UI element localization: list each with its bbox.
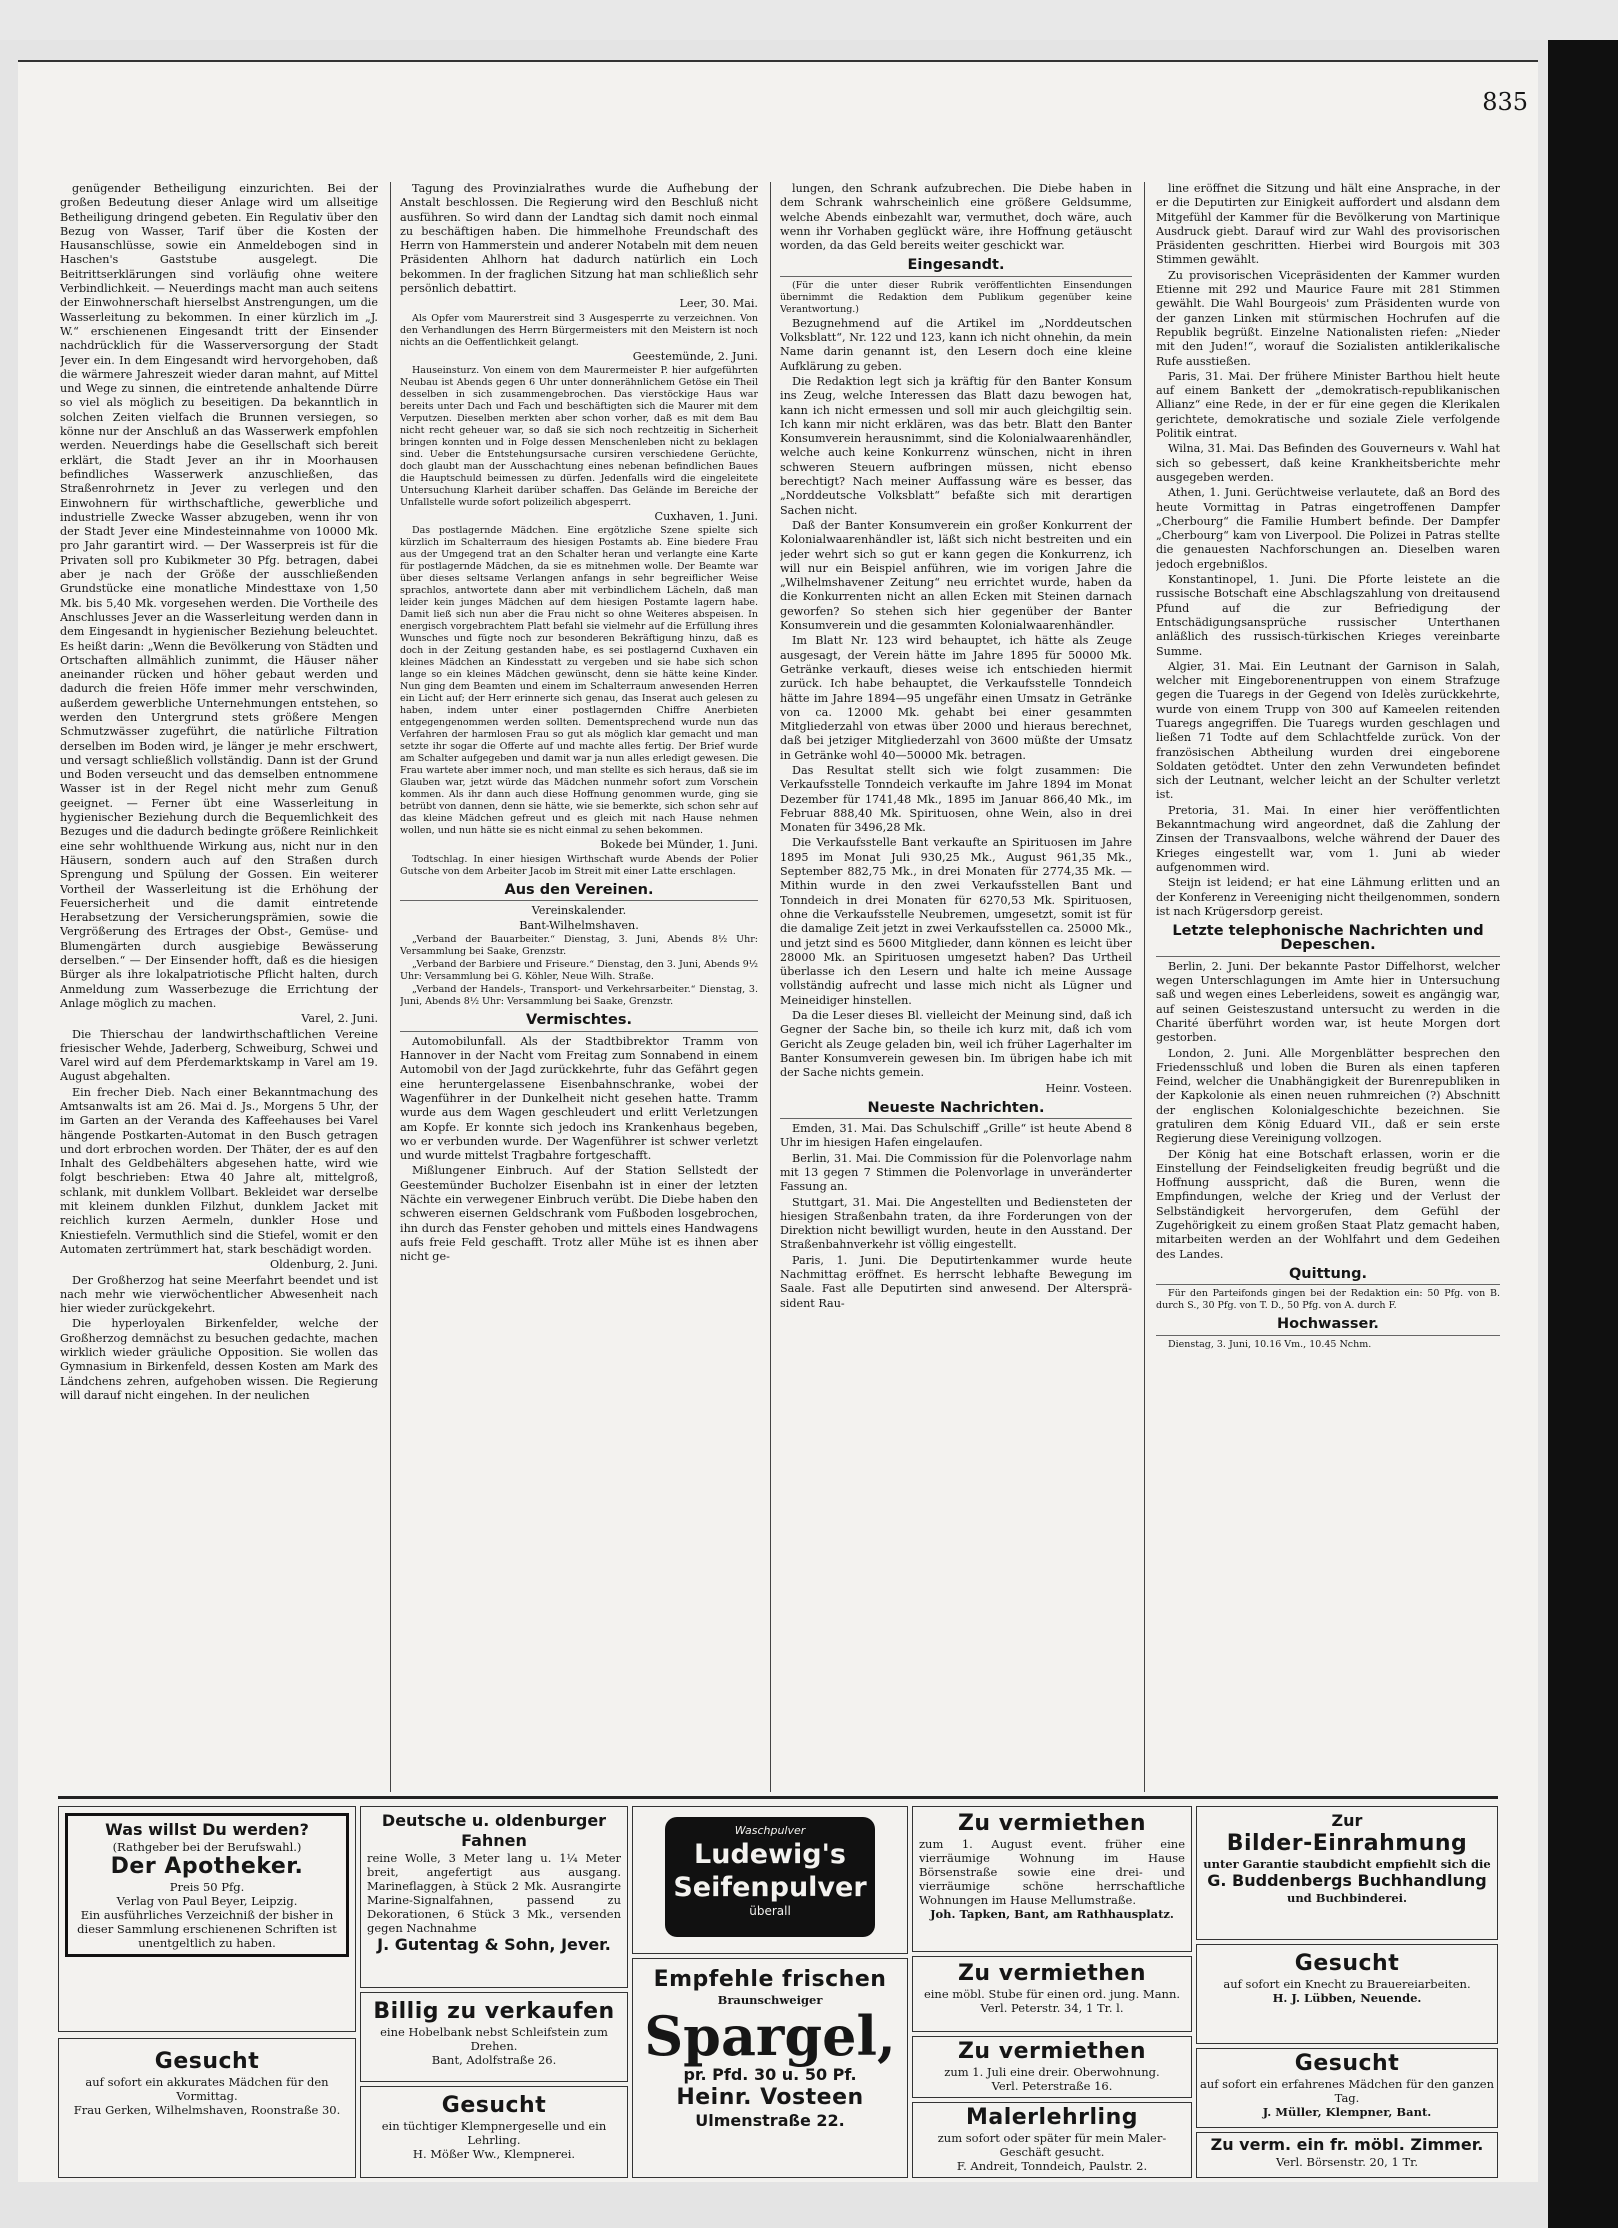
ad-signature: Joh. Tapken, Bant, am Rathhausplatz. xyxy=(930,1907,1174,1921)
section-heading: Aus den Vereinen. xyxy=(400,883,758,901)
event-listing: „Verband der Bauarbeiter.“ Dienstag, 3. Juni, Abends 8½ Uhr: Versammlung bei Saake, Grenzstr. xyxy=(400,934,758,958)
news-item: Stuttgart, 31. Mai. Die Angestellten und Bediensteten der hiesigen Straßenbahn traten, da ihre Forderungen von der Direktion nicht bewilligt wurden, heute in den Ausstand. Der Straßenbahnverkehr ist völlig eingestellt. xyxy=(780,1195,1132,1252)
ad-title: Zu vermiethen xyxy=(957,1811,1147,1836)
logo-product: Seifenpulver xyxy=(673,1872,867,1903)
ad-signature: Frau Gerken, Wilhelmshaven, Roonstraße 30. xyxy=(73,2103,341,2117)
dateline: Leer, 30. Mai. xyxy=(679,297,758,311)
ad-line: Braunschweiger xyxy=(717,1993,823,2007)
ad-firm: Heinr. Vosteen xyxy=(676,2085,864,2110)
ad-malerlehrling xyxy=(912,2102,1192,2178)
scan-dark-edge xyxy=(1548,40,1618,2228)
news-item: Paris, 31. Mai. Der frühere Minister Barthou hielt heute auf einem Bankett der „demokratisch-republikanischen Allianz“ eine Rede, in der er für eine gegen die Klerikalen gerichtete, demokratische und soziale Ziele verfolgende Politik eintrat. xyxy=(1156,369,1500,441)
ad-text: auf sofort ein erfahrenes Mädchen für den ganzen Tag. xyxy=(1199,2077,1495,2105)
news-item: Athen, 1. Juni. Gerüchtweise verlautete, daß an Bord des heute Vormittag in Patras eingetroffenen Dampfer „Cherbourg“ die Familie Humbert befinde. Der Dampfer „Cherbourg“ kam von Liverpool. Die Polizei in Patras stellte die genauesten Nachforschungen an. Dieselben waren jedoch ergebnißlos. xyxy=(1156,486,1500,571)
ad-signature: H. J. Lübben, Neuende. xyxy=(1272,1991,1422,2005)
ad-title: Zu verm. ein fr. möbl. Zimmer. xyxy=(1210,2135,1484,2154)
seifenpulver-logo xyxy=(665,1817,875,1937)
article-text: Die hyperloyalen Birkenfelder, welche der Großherzog demnächst zu besuchen gedachte, machen wirklich wieder gräuliche Opposition. Sie wollen das Gymnasium in Birkenfeld, dessen Kosten am Mark des Ländchens zehren, aufgehoben wissen. Die Regierung will darauf nicht eingehen. In der neulichen xyxy=(60,1317,378,1402)
ad-product: Spargel, xyxy=(644,2004,896,2068)
receipt-text: Für den Parteifonds gingen bei der Redaktion ein: 50 Pfg. von B. durch S., 30 Pfg. von T. D., 50 Pfg. von A. durch F. xyxy=(1156,1288,1500,1312)
ad-firm: J. Gutentag & Sohn, Jever. xyxy=(377,1935,611,1954)
ad-title: Malerlehrling xyxy=(965,2105,1138,2130)
article-text: Der Großherzog hat seine Meerfahrt beendet und ist nach mehr wie vierwöchentlicher Abwesenheit nach hier wieder zurückgekehrt. xyxy=(60,1273,378,1316)
news-item: Emden, 31. Mai. Das Schulschiff „Grille“ ist heute Abend 8 Uhr im hiesigen Hafen eingelaufen. xyxy=(780,1122,1132,1150)
signature: Heinr. Vosteen. xyxy=(1045,1081,1132,1095)
section-heading: Quittung. xyxy=(1156,1267,1500,1285)
ad-gesucht-maedchen xyxy=(58,2038,356,2178)
article-text: Todtschlag. In einer hiesigen Wirthschaft wurde Abends der Polier Gutsche von dem Arbeiter Jacob im Streit mit einer Latte erschlagen. xyxy=(400,853,758,877)
ad-line: Empfehle frischen xyxy=(653,1967,887,1992)
page-number: 835 xyxy=(1482,88,1528,116)
ad-address: Bant, Adolfstraße 26. xyxy=(431,2053,557,2067)
ad-text: auf sofort ein akkurates Mädchen für den Vormittag. xyxy=(85,2075,329,2103)
disclaimer: (Für die unter dieser Rubrik veröffentlichten Einsendungen übernimmt die Redaktion dem Publikum gegenüber keine Verantwortung.) xyxy=(780,279,1132,315)
ad-firm-2: und Buchbinderei. xyxy=(1286,1891,1408,1905)
article-text: Tagung des Provinzialrathes wurde die Aufhebung der Anstalt beschlossen. Die Regierung wird den Beschluß nicht ausführen. So wird dann der Landtag sich damit noch einmal zu beschäftigen haben. Die himmelhohe Freundschaft des Herrn von Hammerstein und anderer Notabeln mit dem neuen Präsidenten Ahlhorn hat dadurch natürlich ein Loch bekommen. In der fraglichen Sitzung hat man schließlich sehr persönlich debattirt. xyxy=(400,182,758,296)
ad-signature: J. Müller, Klempner, Bant. xyxy=(1262,2105,1432,2119)
ad-vermieten-3 xyxy=(912,2036,1192,2098)
article-text: Daß der Banter Konsumverein ein großer Konkurrent der Kolonialwaarenhändler ist, läßt sich nicht bestreiten und ein jeder wehrt sich so gut er kann gegen die Konkurrenz, ich will nur ein Beispiel anführen, wie im vorigen Jahre die „Wilhelmshavener Zeitung“ neu errichtet wurde, haben da die Konkurrenten nicht an allen Ecken mit Steinen darnach geworfen? So stehen sich hier gegenüber der Banter Konsumverein und die gesammten Kolonialwaarenhändler. xyxy=(780,518,1132,633)
logo-brand: Ludewig's xyxy=(694,1839,846,1870)
column-4 xyxy=(1156,182,1500,1796)
ad-title: Was willst Du werden? xyxy=(105,1820,309,1839)
ad-publisher: Verlag von Paul Beyer, Leipzig. xyxy=(116,1894,298,1908)
news-item: Der König hat eine Botschaft erlassen, worin er die Einstellung der Feindseligkeiten freudig begrüßt und die Hoffnung ausspricht, daß die Buren, wenn die Empfindungen, welche der Krieg und der Verlust der Selbständigkeit hervorgerufen, dem Gefühl der Zugehörigkeit zu einem großen Staat Platz gemacht haben, mitarbeiten werden an der Wohlfahrt und dem Gedeihen des Landes. xyxy=(1156,1147,1500,1261)
ad-title: Zu vermiethen xyxy=(957,2039,1147,2064)
ad-text: zum sofort oder später für mein Maler-Geschäft gesucht. xyxy=(937,2131,1167,2159)
article-text: Im Blatt Nr. 123 wird behauptet, ich hätte als Zeuge ausgesagt, der Verein hätte im Jahre 1895 für 50000 Mk. Getränke verkauft, dieses weise ich entschieden hiermit zurück. Ich habe behauptet, die Verkaufsstelle Tonndeich hätte im Jahre 1894—95 ungefähr einen Umsatz in Getränke von ca. 12000 Mk. gehabt bei einer gesammten Mitgliederzahl von etwas über 2000 und hieraus berechnet, daß bei jetziger Mitgliederzahl von 3600 müßte der Umsatz in Getränke wohl 40—50000 Mk. betragen. xyxy=(780,634,1132,762)
column-3 xyxy=(780,182,1132,1796)
scan-top-margin xyxy=(0,0,1618,40)
ad-price: Preis 50 Pfg. xyxy=(169,1880,245,1894)
column-rule xyxy=(770,182,771,1792)
ad-text: ein tüchtiger Klempnergeselle und ein Lehrling. xyxy=(381,2119,607,2147)
ad-vermieten-2 xyxy=(912,1956,1192,2032)
article-text: Das postlagernde Mädchen. Eine ergötzliche Szene spielte sich kürzlich im Schalterraum des hiesigen Postamts ab. Eine biedere Frau aus der Umgegend trat an den Schalter heran und verlangte eine Karte für postlagernde Mädchen, da sie es mitnehmen wolle. Der Beamte war über dieses seltsame Verlangen anfangs in sehr begreiflicher Weise sprachlos, antwortete dann aber mit verbindlichem Lächeln, daß man leider kein junges Mädchen auf dem hiesigen Postamte lagern habe. Damit ließ sich nun aber die Frau nicht so ohne Weiteres abspeisen. In energisch vorgebrachtem Platt befahl sie vielmehr auf die Erfüllung ihres Wunsches und fügte noch zur besonderen Bekräftigung hinzu, daß es doch in der Zeitung gestanden habe, es sei postlagernd Cuxhaven ein kleines Mädchen an Kindesstatt zu vergeben und sie habe sich schon lange so ein kleines Mädchen gewünscht, denn sie hätte keine Kinder. Nun ging dem Beamten und einem im Schalterraum anwesenden Herren ein Licht auf; der Herr erinnerte sich genau, das Inserat auch gelesen zu haben, indem unter einer postlagernden Chiffre Anerbieten entgegengenommen werden sollten. Dementsprechend wurde nun das Verfahren der harmlosen Frau so gut als möglich klar gemacht und man setzte ihr sogar die Offerte auf und machte alles fertig. Der Brief wurde am Schalter aufgegeben und damit war ja nun alles erledigt gewesen. Die Frau wartete aber immer noch, und man stellte es sich heraus, daß sie im Glauben war, jetzt würde das Mädchen nunmehr sofort zum Vorschein kommen. Als ihr dann auch diese Hoffnung genommen wurde, ging sie betrübt von dannen, denn sie hätte, wie sie bemerkte, sich schon sehr auf das kleine Mädchen gefreut und es gleich mit nach Hause nehmen wollen, und nun hätte sie es nicht einmal zu sehen bekommen. xyxy=(400,525,758,837)
dateline: Oldenburg, 2. Juni. xyxy=(270,1258,378,1272)
dateline: Geestemünde, 2. Juni. xyxy=(632,349,758,363)
article-text: Als Opfer vom Maurerstreit sind 3 Ausgesperrte zu verzeichnen. Von den Verhandlungen des Herrn Bürgermeisters mit den Meistern ist noch nichts an die Oeffentlichkeit gelangt. xyxy=(400,312,758,348)
ad-signature: F. Andreit, Tonndeich, Paulstr. 2. xyxy=(956,2159,1148,2173)
column-rule xyxy=(1144,182,1145,1792)
section-heading: Eingesandt. xyxy=(780,258,1132,276)
ad-address: Verl. Peterstraße 16. xyxy=(991,2079,1113,2093)
ad-knecht xyxy=(1196,1944,1498,2044)
ad-title: Billig zu verkaufen xyxy=(373,1999,615,2024)
ad-billig xyxy=(360,1992,628,2082)
section-heading: Neueste Nachrichten. xyxy=(780,1101,1132,1119)
ad-zimmer xyxy=(1196,2132,1498,2178)
ad-heading: Der Apotheker. xyxy=(110,1854,304,1879)
column-2 xyxy=(400,182,758,1796)
article-text: Mißlungener Einbruch. Auf der Station Sellstedt der Geestemünder Bucholzer Eisenbahn ist in einer der letzten Nächte ein verwegener Einbruch verübt. Die Diebe haben den schweren eisernen Geldschrank vom Fußboden losgebrochen, ihn durch das Fenster gehoben und mittels eines Handwagens aufs freie Feld geschafft. Trotz aller Mühe ist es ihnen aber nicht ge- xyxy=(400,1164,758,1264)
logo-tag: überall xyxy=(749,1904,791,1918)
ad-line: Zur xyxy=(1331,1811,1363,1830)
ad-subtitle: (Rathgeber bei der Berufswahl.) xyxy=(112,1840,302,1854)
article-text: Automobilunfall. Als der Stadtbibrektor Tramm von Hannover in der Nacht vom Freitag zum Sonnabend in einem Automobil von der Jagd zurückkehrte, fuhr das Gefährt gegen eine heruntergelassene Eisenbahnschranke, wobei der Wagenführer in der Dunkelheit nicht gesehen hatte. Tramm wurde aus dem Wagen geschleudert und erlitt Verletzungen am Kopfe. Er konnte sich jedoch ins Krankenhaus begeben, wo er verbunden wurde. Der Wagenführer ist schwer verletzt und wurde mittelst Tragbahre fortgeschafft. xyxy=(400,1034,758,1163)
ad-seifenpulver xyxy=(632,1806,908,1954)
news-item: Berlin, 2. Juni. Der bekannte Pastor Diffelhorst, welcher wegen Unterschlagungen im Amte hier in Untersuchung saß und wegen eines Leberleidens, soweit es angängig war, auf seinen Geisteszustand untersucht zu werden in die Charité überführt worden war, ist heute Morgen dort gestorben. xyxy=(1156,959,1500,1045)
subheading: Bant-Wilhelmshaven. xyxy=(519,919,639,933)
ad-price: pr. Pfd. 30 u. 50 Pf. xyxy=(683,2065,857,2084)
ad-vermieten-1 xyxy=(912,1806,1192,1952)
article-text: Da die Leser dieses Bl. vielleicht der Meinung sind, daß ich Gegner der Sache bin, so theile ich kurz mit, daß ich vom Gericht als Zeuge geladen bin, weil ich früher Lagerhalter im Banter Konsumverein gewesen bin. Im übrigen habe ich mit der Sache nichts gemein. xyxy=(780,1009,1132,1080)
news-item: Algier, 31. Mai. Ein Leutnant der Garnison in Salah, welcher mit Eingeborenentruppen von einem Strafzuge gegen die Tuaregs in der Gegend von Idelès zurückkehrte, wurde von einem Trupp von 300 auf Kameelen reitenden Tuaregs angegriffen. Die Tuaregs wurden geschlagen und ließen 71 Todte auf dem Schlachtfelde zurück. Von der französischen Abtheilung wurden drei eingeborene Soldaten getödtet. Unter den zehn Verwundeten befindet sich der Leutnant, welcher leicht an der Schulter verletzt ist. xyxy=(1156,659,1500,802)
ad-text: unter Garantie staubdicht empfiehlt sich die xyxy=(1203,1857,1491,1871)
ads-divider xyxy=(58,1796,1498,1799)
article-text: Das Resultat stellt sich wie folgt zusammen: Die Verkaufsstelle Tonndeich verkaufte im Jahre 1894 im Monat Dezember für 1741,48 Mk., 1895 im Januar 866,40 Mk., im Februar 888,40 Mk. Spirituosen, ohne Wein, also in drei Monaten für 3496,28 Mk. xyxy=(780,763,1132,835)
ad-spargel xyxy=(632,1958,908,2178)
ad-text: reine Wolle, 3 Meter lang u. 1¼ Meter breit, angefertigt aus ausgang. Marineflaggen, à Stück 2 Mk. Ausrangirte Marine-Signalfahnen, passend zu Dekorationen, 6 Stück 3 Mk., versenden gegen Nachnahme xyxy=(367,1851,621,1935)
ad-address: Ulmenstraße 22. xyxy=(695,2111,845,2130)
ad-firm: G. Buddenbergs Buchhandlung xyxy=(1207,1871,1487,1890)
logo-small-text: Waschpulver xyxy=(734,1824,806,1837)
news-item: line eröffnet die Sitzung und hält eine Ansprache, in der er die Deputirten zur Einigkeit auffordert und alsdann dem Mitgefühl der Kammer für die Bevölkerung von Martinique Ausdruck giebt. Darauf wird zur Wahl des provisorischen Präsidenten geschritten. Hierbei wird Bourgois mit 303 Stimmen gewählt. xyxy=(1156,182,1500,267)
article-text: Die Thierschau der landwirthschaftlichen Vereine friesischer Wehde, Jaderberg, Schweiburg, Schwei und Varel wird auf dem Pferdemarktskamp in Varel am 19. August abgehalten. xyxy=(60,1027,378,1084)
news-item: London, 2. Juni. Alle Morgenblätter besprechen den Friedensschluß und loben die Buren als einen tapferen Feind, welcher die Unabhängigkeit der Burenrepubliken in der Kapkolonie als einen neuen ruhmreichen (?) Abschnitt der englischen Kolonialgeschichte bezeichnen. Sie gratuliren dem König Eduard VII., daß er sein erste Regierung diese Vereinigung vollzogen. xyxy=(1156,1046,1500,1146)
article-text: Die Redaktion legt sich ja kräftig für den Banter Konsum ins Zeug, welche Interessen das Blatt dazu bewogen hat, kann ich nicht ermessen und soll mir auch gleichgiltig sein. Ich kann mir nicht erklären, was das betr. Blatt den Banter Konsumverein herausnimmt, sind die Kolonialwaarenhändler, welche auch keine Konkurrenz wünschen, nicht in ihren schweren Steuern aufbringen müssen, nicht ebenso berechtigt? Nach meiner Auffassung wäre es besser, das „Norddeutsche Volksblatt“ befaßte sich mit derartigen Sachen nicht. xyxy=(780,374,1132,517)
event-listing: „Verband der Handels-, Transport- und Verkehrsarbeiter.“ Dienstag, 3. Juni, Abends 8½ Uhr: Versammlung bei Saake, Grenzstr. xyxy=(400,984,758,1008)
news-item: Paris, 1. Juni. Die Deputirtenkammer wurde heute Nachmittag eröffnet. Es herrscht lebhafte Bewegung im Saale. Fast alle Deputirten sind anwesend. Der Alterspräsident Rau- xyxy=(780,1253,1132,1310)
ad-text: zum 1. Juli eine dreir. Oberwohnung. xyxy=(944,2065,1160,2079)
ad-title: Zu vermiethen xyxy=(957,1961,1147,1986)
article-text: Bezugnehmend auf die Artikel im „Norddeutschen Volksblatt“, Nr. 122 und 123, kann ich nicht ohnehin, da mein Name darin genannt ist, den Lesern doch eine kleine Aufklärung zu geben. xyxy=(780,316,1132,373)
column-rule xyxy=(390,182,391,1792)
dateline: Varel, 2. Juni. xyxy=(301,1012,378,1026)
ad-signature: H. Mößer Ww., Klempnerei. xyxy=(412,2147,576,2161)
news-item: Berlin, 31. Mai. Die Commission für die Polenvorlage nahm mit 13 gegen 7 Stimmen die Polenvorlage in unveränderter Fassung an. xyxy=(780,1151,1132,1194)
ad-title: Bilder-Einrahmung xyxy=(1226,1831,1468,1856)
ad-address: Verl. Börsenstr. 20, 1 Tr. xyxy=(1275,2155,1419,2169)
article-text: Hauseinsturz. Von einem von dem Maurermeister P. hier aufgeführten Neubau ist Abends gegen 6 Uhr unter donnerähnlichem Getöse ein Theil desselben in sich zusammengebrochen. Das vierstöckige Haus war bereits unter Dach und Fach und beschäftigten sich die Maurer mit dem Verputzen. Dieselben merkten aber schon vorher, daß es mit dem Bau nicht recht geheuer war, so daß sie sich noch rechtzeitig in Sicherheit bringen konnten und in Folge dessen Menschenleben nicht zu beklagen sind. Ueber die Entstehungsursache cursiren verschiedene Gerüchte, doch glaubt man der Ausschachtung eines nebenan befindlichen Baues die Hauptschuld beimessen zu dürfen. Jedenfalls wird die eingeleitete Untersuchung Klarheit darüber schaffen. Das Gelände im Bereiche der Unfallstelle wurde sofort polizeilich abgesperrt. xyxy=(400,364,758,508)
ad-address: Verl. Peterstr. 34, 1 Tr. l. xyxy=(980,2001,1124,2015)
subheading: Vereinskalender. xyxy=(531,903,627,917)
newspaper-page xyxy=(18,60,1538,2182)
ad-apotheker-box xyxy=(65,1813,349,1957)
ad-text: auf sofort ein Knecht zu Brauereiarbeiten. xyxy=(1223,1977,1471,1991)
ad-bilder xyxy=(1196,1806,1498,1940)
news-item: Wilna, 31. Mai. Das Befinden des Gouverneurs v. Wahl hat sich so gebessert, daß keine Krankheitsberichte mehr ausgegeben werden. xyxy=(1156,442,1500,484)
ad-text: eine möbl. Stube für einen ord. jung. Mann. xyxy=(923,1987,1181,2001)
article-text: Die Verkaufsstelle Bant verkaufte an Spirituosen im Jahre 1895 im Monat Juli 930,25 Mk., August 961,35 Mk., September 882,75 Mk., in drei Monaten für 2774,35 Mk. — Mithin wurde in den zwei Verkaufsstellen Bant und Tonndeich in drei Monaten für 6270,53 Mk. Spirituosen, ohne die Verkaufsstelle Neubremen, umgesetzt, somit ist für die damalige Zeit jetzt in zwei Verkaufsstellen ca. 25000 Mk., und jetzt sind es 5600 Mitglieder, dann können es leicht über 28000 Mk. an Spirituosen umgesetzt haben? Das Urtheil überlasse ich den Lesern und halte ich meine Aussage vollständig aufrecht und lasse mich nicht als Lügner und Meineidiger hinstellen. xyxy=(780,836,1132,1007)
ad-title: Gesucht xyxy=(1294,1951,1400,1976)
section-heading: Hochwasser. xyxy=(1156,1317,1500,1335)
ad-title: Gesucht xyxy=(154,2049,260,2074)
news-item: Pretoria, 31. Mai. In einer hier veröffentlichten Bekanntmachung wird angeordnet, daß die Zahlung der Zinsen der Transvaalbons, welche während der Dauer des Krieges eingestellt war, vom 1. Juni ab wieder aufgenommen wird. xyxy=(1156,803,1500,874)
dateline: Cuxhaven, 1. Juni. xyxy=(654,509,758,523)
section-heading: Vermischtes. xyxy=(400,1013,758,1031)
ad-text: Ein ausführliches Verzeichniß der bisher in dieser Sammlung erschienenen Schriften ist unentgeltlich zu haben. xyxy=(77,1908,337,1950)
news-item: Steijn ist leidend; er hat eine Lähmung erlitten und an der Konferenz in Vereeniging nicht theilgenommen, sondern ist nach Krügersdorp gereist. xyxy=(1156,876,1500,918)
ad-title: Deutsche u. oldenburger Fahnen xyxy=(381,1811,607,1850)
article-text: genügender Betheiligung einzurichten. Bei der großen Bedeutung dieser Anlage wird um allseitige Betheiligung dringend gebeten. Ein Regulativ über den Bezug von Wasser, Tarif über die Kosten der Hausanschlüsse, sowie ein Anmeldebogen sind in Haschen's Gaststube ausgelegt. Die Beitrittserklärungen sind vorläufig ohne weitere Verbindlichkeit. — Neuerdings macht man auch seitens der Einwohnerschaft hierselbst Anstrengungen, um die Wasserleitung zu bekommen. In einer kürzlich im „J. W.“ erschienenen Eingesandt tritt der Einsender nachdrücklich für die Wasserversorgung der Stadt Jever ein. In dem Eingesandt wird hervorgehoben, daß die wärmere Jahreszeit wieder daran mahnt, auf Mittel und Wege zu sinnen, die eintretende anhaltende Dürre so viel als möglich zu beseitigen. Da bekanntlich in solchen Zeiten vielfach die Brunnen versiegen, so könne nur der Anschluß an das Wasserwerk empfohlen werden. Neuerdings habe die Gesellschaft sich bereit erklärt, die Stadt Jever an ihr in Moorhausen befindliches Wasserwerk anzuschließen, das Straßenrohrnetz in Jever zu verlegen und den Einwohnern für wirthschaftliche, gewerbliche und industrielle Zwecke Wasser abzugeben, wenn ihr von der Stadt Jever eine Mindesteinnahme von 10000 Mk. pro Jahr garantirt wird. — Der Wasserpreis ist für die Privaten soll pro Kubikmeter 30 Pfg. betragen, dabei aber je nach der Größe der ausschließenden Grundstücke eine monatliche Mindesttaxe von 1,50 Mk. bis 5,40 Mk. vorgesehen werden. Die Vortheile des Anschlusses Jever an die Wasserleitung werden dann in dem Eingesandt in hygienischer Beziehung beleuchtet. Es heißt darin: „Wenn die Bevölkerung von Städten und Ortschaften allmählich zunimmt, die Häuser näher aneinander rücken und höher gebaut werden und dadurch die freien Höfe immer mehr verschwinden, außerdem gewerbliche Unternehmungen entstehen, so werden den Untergrund stets größere Mengen Schmutzwässer zugeführt, die natürliche Filtration derselben im Boden wird, je länger je mehr erschwert, und versagt schließlich vollständig. Dann ist der Grund und Boden verseucht und das demselben entnommene Wasser ist in der Regel nicht mehr zum Genuß geeignet. — Ferner übt eine Wasserleitung in hygienischer Beziehung durch die Bequemlichkeit des Bezuges und die dadurch bedingte größere Reinlichkeit eine sehr wohlthuende Wirkung aus, nicht nur in den Häusern, sondern auch auf den Straßen durch Sprengung und Spülung der Gossen. Ein weiterer Vortheil der Wasserleitung ist die Erhöhung der Feuersicherheit und die damit eintretende Herabsetzung der Versicherungsprämien, sowie die Vergrößerung des Ertrages der Obst-, Gemüse- und Blumengärten durch ausgiebige Bewässerung derselben.“ — Der Einsender hofft, daß es die hiesigen Bürger als ihre lokalpatriotische Pflicht halten, durch Anmeldung zum Wasserbezuge die Errichtung der Anlage möglich zu machen. xyxy=(60,182,378,1010)
dateline: Bokede bei Münder, 1. Juni. xyxy=(600,838,758,852)
section-heading: Letzte telephonische Nachrichten und Depeschen. xyxy=(1156,924,1500,957)
news-item: Zu provisorischen Vicepräsidenten der Kammer wurden Etienne mit 292 und Maurice Faure mit 281 Stimmen gewählt. Die Wahl Bourgeois' zum Präsidenten wurde von der ganzen Linken mit stürmischen Hochrufen auf die Republik begrüßt. Einzelne Nationalisten riefen: „Nieder mit den Juden!“, worauf die Sozialisten antiklerikalische Rufe ausstießen. xyxy=(1156,268,1500,368)
article-text: Ein frecher Dieb. Nach einer Bekanntmachung des Amtsanwalts ist am 26. Mai d. Js., Morgens 5 Uhr, der im Garten an der Veranda des Kaffeehauses bei Varel hängende Postkarten-Automat in den Busch getragen und dort erbrochen worden. Der Thäter, der es auf den Inhalt des Geldbehälters abgesehen hatte, wird wie folgt beschrieben: Etwa 40 Jahre alt, mittelgroß, schlank, mit dunklem Vollbart. Bekleidet war derselbe mit kleinem dunklen Filzhut, dunklem Jacket mit reichlich kurzen Aermeln, dunkler Hose und Kniestiefeln. Vermuthlich sind die Stiefel, womit er den Automaten zertrümmert hat, stark beschädigt worden. xyxy=(60,1085,378,1256)
ad-title: Gesucht xyxy=(1294,2051,1400,2076)
tide-times: Dienstag, 3. Juni, 10.16 Vm., 10.45 Nchm. xyxy=(1168,1338,1372,1350)
event-listing: „Verband der Barbiere und Friseure.“ Dienstag, den 3. Juni, Abends 9½ Uhr: Versammlung bei G. Köhler, Neue Wilh. Straße. xyxy=(400,959,758,983)
ad-title: Gesucht xyxy=(441,2093,547,2118)
column-1 xyxy=(60,182,378,1796)
article-text: lungen, den Schrank aufzubrechen. Die Diebe haben in dem Schrank wahrscheinlich eine größere Geldsumme, welche Abends einbezahlt war, vermuthet, doch wäre, auch wenn ihr Vorhaben geglückt wäre, ihre Hoffnung getäuscht worden, da das Geld bereits weiter geschickt war. xyxy=(780,182,1132,253)
news-item: Konstantinopel, 1. Juni. Die Pforte leistete an die russische Botschaft eine Abschlagszahlung von dreitausend Pfund auf die zur Befriedigung der Entschädigungsansprüche russischer Unterthanen anläßlich des russisch-türkischen Krieges vereinbarte Summe. xyxy=(1156,573,1500,658)
ad-klempner xyxy=(360,2086,628,2178)
ad-apotheker xyxy=(58,1806,356,2032)
ad-text: eine Hobelbank nebst Schleifstein zum Drehen. xyxy=(380,2025,608,2053)
ad-maedchen-2 xyxy=(1196,2048,1498,2128)
ad-fahnen xyxy=(360,1806,628,1988)
ad-text: zum 1. August event. früher eine vierräumige Wohnung im Hause Börsenstraße sowie eine drei- und vierräumige schöne herrschaftliche Wohnungen im Hause Mellumstraße. xyxy=(919,1837,1185,1907)
